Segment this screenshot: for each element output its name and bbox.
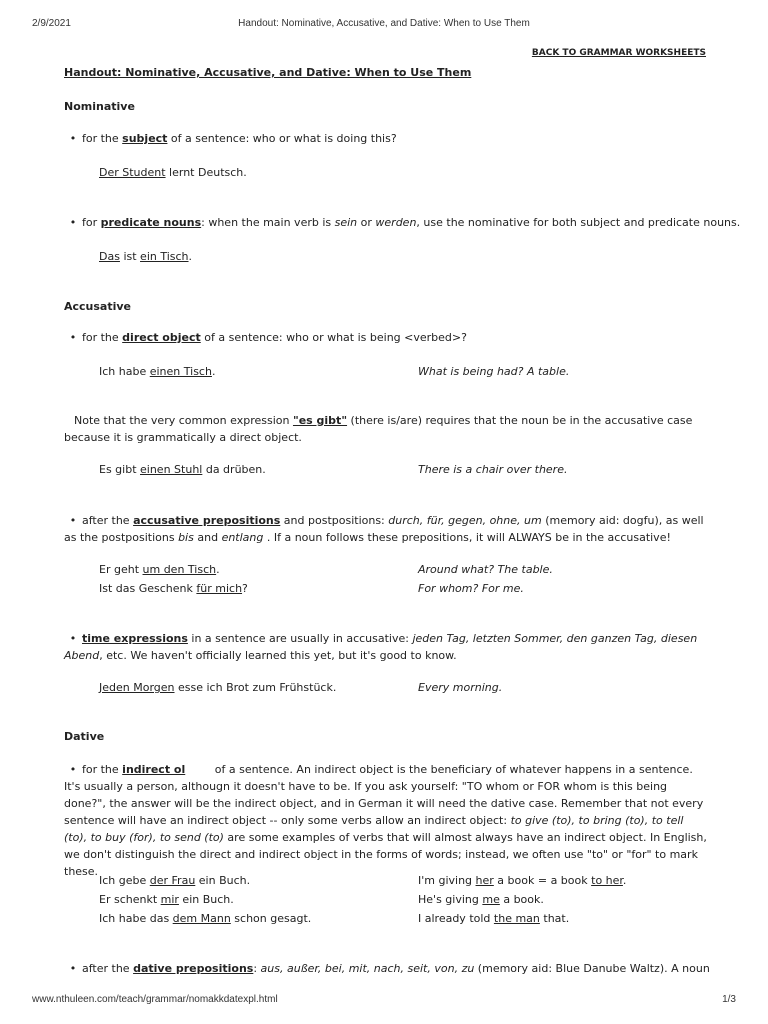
subject-term: subject — [122, 132, 168, 145]
nominative-subject-bullet: • for the subject of a sentence: who or what is doing this? — [69, 132, 397, 145]
dative-example-3: Ich habe das dem Mann schon gesagt. — [99, 912, 312, 925]
accusative-example-4: Ist das Geschenk für mich? — [99, 582, 248, 595]
accusative-prepositions-bullet: • after the accusative prepositions and postpositions: durch, für, gegen, ohne, um (memory aid: dogfu), as well as the postpositions bis and entlang . If a noun follows these prepositions, it will ALWAYS be in the accusative! — [64, 514, 704, 544]
print-date: 2/9/2021 — [32, 18, 71, 29]
accusative-example-3: Er geht um den Tisch. — [99, 563, 220, 576]
dative-heading: Dative — [64, 730, 105, 743]
predicate-nouns-term: predicate nouns — [100, 216, 202, 229]
dative-translation-3: I already told the man that. — [418, 912, 570, 925]
page-title: Handout: Nominative, Accusative, and Dative: When to Use Them — [64, 66, 472, 79]
dative-translation-2: He's giving me a book. — [418, 893, 544, 906]
dative-example-2: Er schenkt mir ein Buch. — [99, 893, 234, 906]
accusative-translation-4: For whom? For me. — [418, 582, 524, 595]
nominative-example-2: Das ist ein Tisch. — [99, 250, 193, 263]
dative-translation-1: I'm giving her a book = a book to her. — [418, 874, 627, 887]
accusative-example-1: Ich habe einen Tisch. — [99, 365, 216, 378]
page-number: 1/3 — [722, 994, 736, 1005]
nominative-heading: Nominative — [64, 100, 135, 113]
es-gibt-note: Note that the very common expression "es gibt" (there is/are) requires that the noun be in the accusative case because it is grammatically a direct object. — [64, 414, 693, 444]
accusative-translation-1: What is being had? A table. — [418, 365, 570, 378]
dative-prepositions-bullet: • after the dative prepositions: aus, außer, bei, mit, nach, seit, von, zu (memory aid: Blue Danube Waltz). A noun — [69, 962, 710, 975]
dative-prepositions-term: dative prepositions — [133, 962, 254, 975]
nominative-example-1: Der Student lernt Deutsch. — [99, 166, 247, 179]
accusative-translation-2: There is a chair over there. — [418, 463, 568, 476]
accusative-heading: Accusative — [64, 300, 132, 313]
time-expressions-bullet: • time expressions in a sentence are usually in accusative: jeden Tag, letzten Sommer, den ganzen Tag, diesen Abend, etc. We haven't officially learned this yet, but it's good to know. — [64, 632, 698, 662]
accusative-prepositions-term: accusative prepositions — [133, 514, 281, 527]
accusative-translation-5: Every morning. — [418, 681, 503, 694]
es-gibt-term: "es gibt" — [292, 414, 348, 427]
accusative-example-5: Jeden Morgen esse ich Brot zum Frühstück. — [99, 681, 337, 694]
accusative-translation-3: Around what? The table. — [418, 563, 553, 576]
print-url: www.nthuleen.com/teach/grammar/nomakkdatexpl.html — [32, 994, 278, 1005]
accusative-direct-object-bullet: • for the direct object of a sentence: who or what is being <verbed>? — [69, 331, 467, 344]
print-title: Handout: Nominative, Accusative, and Dative: When to Use Them — [238, 18, 530, 29]
dative-indirect-object-bullet: • for the indirect ol of a sentence. An indirect object is the beneficiary of whatever happens in a sentence. It's usually a person, althougn it doesn't have to be. If you ask yourself: "TO whom or FOR whom is this being done?", the answer will be the indirect object, and in German it will need the dative case. Remember that not every sentence will have an indirect object -- only some verbs allow an indirect object: to give (to), to bring (to), to tell (to), to buy (for), to send (to) are some examples of verbs that will almost always have an indirect object. In English, we don't distinguish the direct and indirect object in the forms of words; instead, we often use "to" or "for" to mark these. — [64, 763, 707, 878]
dative-example-1: Ich gebe der Frau ein Buch. — [99, 874, 251, 887]
indirect-object-term: indirect ol — [122, 763, 186, 776]
back-to-worksheets-link[interactable]: BACK TO GRAMMAR WORKSHEETS — [531, 48, 706, 58]
nominative-predicate-bullet: • for predicate nouns: when the main verb is sein or werden, use the nominative for both subject and predicate nouns. — [69, 216, 741, 229]
time-expressions-term: time expressions — [82, 632, 188, 645]
direct-object-term: direct object — [122, 331, 201, 344]
accusative-example-2: Es gibt einen Stuhl da drüben. — [99, 463, 266, 476]
